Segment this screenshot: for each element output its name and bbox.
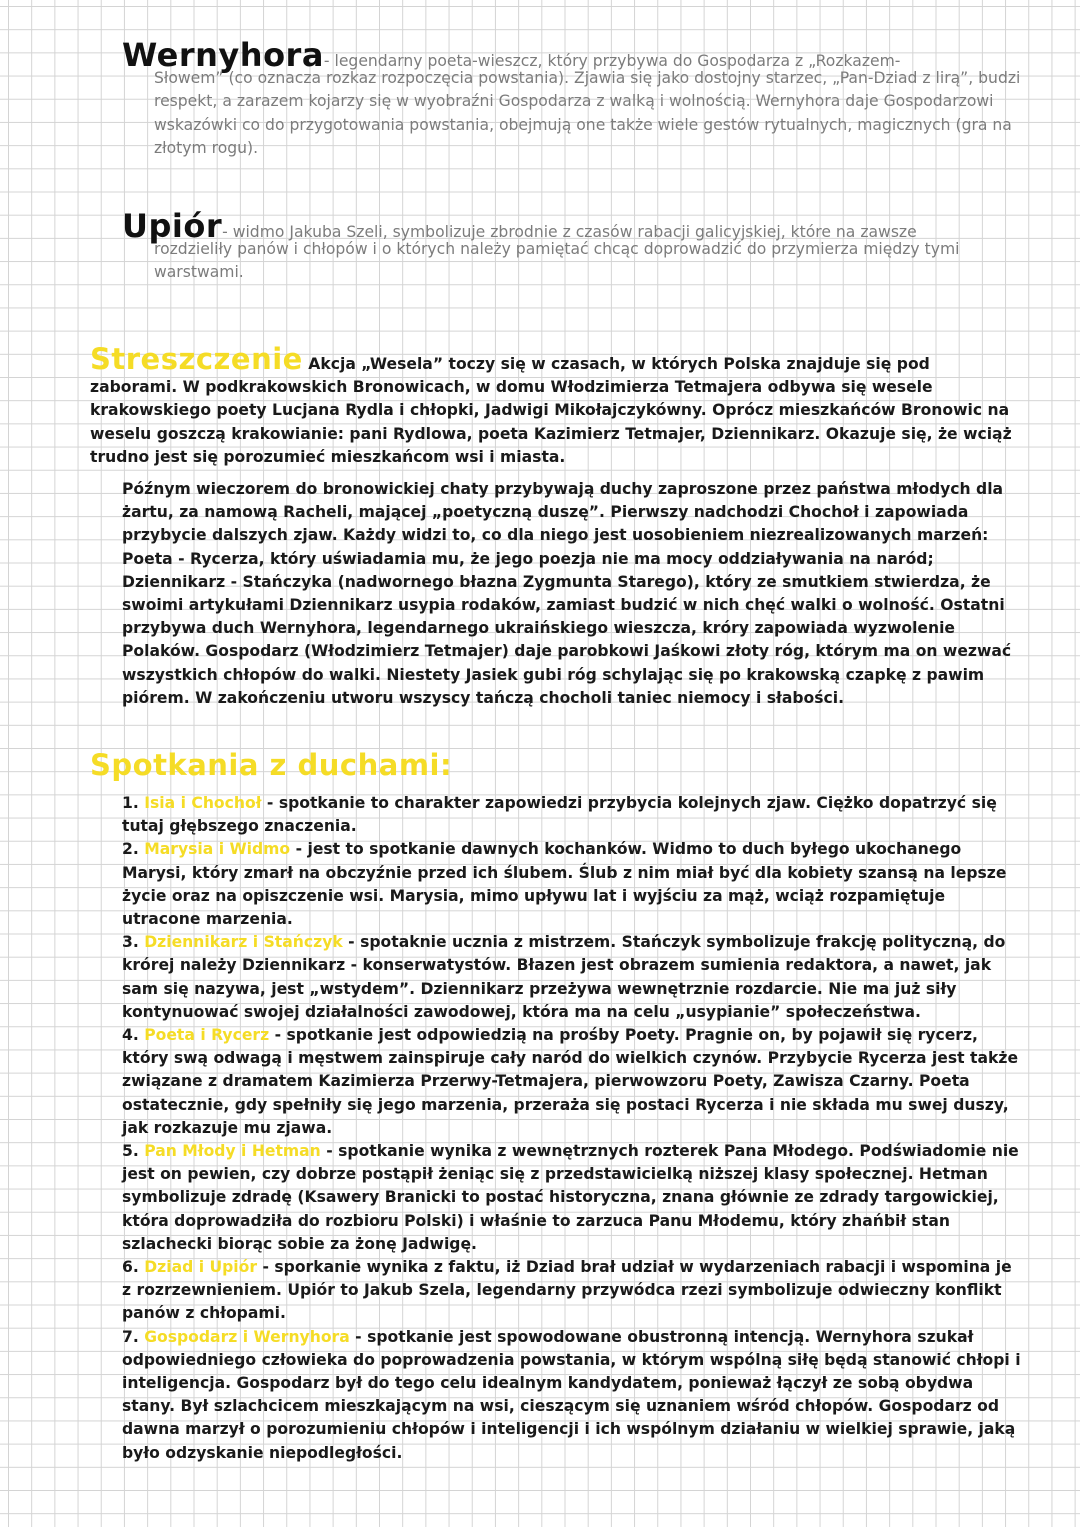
item-number: 5.: [122, 1142, 139, 1161]
item-text: - spotkanie to charakter zapowiedzi przybycia kolejnych zjaw. Ciężko dopatrzyć się tutaj głębszego znaczenia.: [122, 794, 997, 836]
item-text: - spotkanie jest odpowiedzią na prośby Poety. Pragnie on, by pojawił się rycerz, który swą odwagą i męstwem zainspiruje cały naród do wielkich czynów. Przybycie Rycerza jest także związane z dramatem Kazimierza Przerwy-Tetmajera, pierwowzoru Poety, Zawisza Czarny. Poeta ostatecznie, gdy spełniły się jego marzenia, przeraża się postaci Rycerza i nie składa mu swej duszy, jak rozkazuje mu zjawa.: [122, 1026, 1019, 1137]
streszczenie-section: [90, 342, 1020, 469]
item-name: Marysia i Widmo: [144, 840, 291, 859]
upior-section: [122, 207, 1027, 285]
streszczenie-paragraph-2: Późnym wieczorem do bronowickiej chaty przybywają duchy zaproszone przez państwa młodych dla żartu, za namową Racheli, mającej „poetyczną duszę”. Pierwszy nadchodzi Chochoł i zapowiada przybycie dalszych zjaw. Każdy widzi to, co dla niego jest uosobieniem niezrealizowanych marzeń: Poeta - Rycerza, który uświadamia mu, że jego poezja nie ma mocy oddziaływania na naród; Dziennikarz - Stańczyka (nadwornego błazna Zygmunta Starego), który ze smutkiem stwierdza, że swoimi artykułami Dziennikarz usypia rodaków, zamiast budzić w nich chęć walki o wolność. Ostatni przybywa duch Wernyhora, legendarnego ukraińskiego wieszcza, króry zapowiada wyzwolenie Polaków. Gospodarz (Włodzimierz Tetmajer) daje parobkowi Jaśkowi złoty róg, którym ma on wezwać wszystkich chłopów do walki. Niestety Jasiek gubi róg schylając się po krakowską czapkę z pawim piórem. W zakończeniu utworu wszyscy tańczą chocholi taniec niemocy i słabości.: [122, 480, 1012, 707]
wernyhora-body: Słowem” (co oznacza rozkaz rozpoczęcia powstania). Zjawia się jako dostojny starzec, „Pan-Dziad z lirą”, budzi respekt, a zarazem kojarzy się w wyobraźni Gospodarza z walką i wolnością. Wernyhora daje Gospodarzowi wskazówki co do przygotowania powstania, obejmują one także wiele gestów rytualnych, magicznych (gra na złotym rogu).: [154, 69, 1021, 157]
item-text: - spotaknie ucznia z mistrzem. Stańczyk symbolizuje frakcję polityczną, do krórej należy Dziennikarz - konserwatystów. Błazen jest obrazem sumienia redaktora, a nawet, jak sam się nazywa, jest „wstydem”. Dziennikarz przeżywa wewnętrznie rozdarcie. Nie ma już siły kontynuować swojej działalności zawodowej, która ma na celu „usypianie” społeczeństwa.: [122, 933, 1006, 1021]
item-name: Isia i Chochoł: [144, 794, 262, 812]
item-text: - jest to spotkanie dawnych kochanków. Widmo to duch byłego ukochanego Marysi, który zmarł na obczyźnie przed ich ślubem. Ślub z nim miał być dla kobiety szansą na lepsze życie oraz na opiszczenie wsi. Marysia, mimo upływu lat i wyjściu za mąż, wciąż rozpamiętuje utracone marzenia.: [122, 840, 1007, 929]
spotkania-heading: Spotkania z duchami:: [90, 748, 453, 782]
wernyhora-heading: Wernyhora: [122, 36, 324, 74]
spotkania-list: [122, 792, 1024, 1465]
list-item: [122, 1024, 1024, 1140]
list-item: [122, 931, 1024, 1024]
list-item: [122, 792, 1024, 838]
item-name: Poeta i Rycerz: [144, 1026, 270, 1045]
spotkania-section: [90, 748, 1025, 782]
streszczenie-p2-wrap: [122, 478, 1020, 710]
upior-heading: Upiór: [122, 207, 223, 245]
streszczenie-paragraph-1: Akcja „Wesela” toczy się w czasach, w których Polska znajduje się pod zaborami. W podkrakowskich Bronowicach, w domu Włodzimierza Tetmajera odbywa się wesele krakowskiego poety Lucjana Rydla i chłopki, Jadwigi Mikołajczykówny. Oprócz mieszkańców Bronowic na weselu goszczą krakowianie: pani Rydlowa, poeta Kazimierz Tetmajer, Dziennikarz. Okazuje się, że wciąż trudno jest się porozumieć mieszkańcom wsi i miasta.: [90, 355, 1012, 466]
wernyhora-section: [122, 36, 1027, 160]
item-name: Gospodarz i Wernyhora: [144, 1327, 350, 1346]
streszczenie-heading: Streszczenie: [90, 342, 303, 376]
item-text: - sporkanie wynika z faktu, iż Dziad brał udział w wydarzeniach rabacji i wspomina je z rozrzewnieniem. Upiór to Jakub Szela, legendarny przywódca rzezi symbolizuje odwieczny konflikt panów z chłopami.: [122, 1258, 1012, 1323]
item-text: - spotkanie jest spowodowane obustronną intencją. Wernyhora szukał odpowiedniego człowieka do poprowadzenia powstania, w którym wspólną siłę będą stanowić chłopi i inteligencja. Gospodarz był do tego celu idealnym kandydatem, ponieważ łączył ze sobą obydwa stany. Był szlachcicem mieszkającym na wsi, cieszącym się uznaniem wśród chłopów. Gospodarz od dawna marzył o porozumieniu chłopów i inteligencji i ich wspólnym działaniu w wielkiej sprawie, jaką było odzyskanie niepodległości.: [122, 1327, 1021, 1462]
item-number: 7.: [122, 1327, 139, 1346]
item-text: - spotkanie wynika z wewnętrznych rozterek Pana Młodego. Podświadomie nie jest on pewien, czy dobrze postąpił żeniąc się z przedstawicielką niższej klasy społecznej. Hetman symbolizuje zdradę (Ksawery Branicki to postać historyczna, znana głównie ze zdrady targowickiej, która doprowadziła do rozbioru Polski) i właśnie to zarzuca Panu Młodemu, który zhańbił stan szlachecki biorąc sobie za żonę Jadwigę.: [122, 1142, 1019, 1253]
list-item: [122, 1326, 1024, 1465]
item-name: Dziad i Upiór: [144, 1258, 258, 1277]
upior-lead: - widmo Jakuba Szeli, symbolizuje zbrodnie z czasów rabacji galicyjskiej, które na zawsze: [222, 223, 917, 241]
item-number: 4.: [122, 1026, 139, 1045]
upior-body: rozdzieliły panów i chłopów i o których należy pamiętać chcąc doprowadzić do przymierza między tymi warstwami.: [154, 240, 960, 282]
list-item: [122, 1256, 1024, 1326]
item-number: 2.: [122, 840, 139, 859]
item-name: Dziennikarz i Stańczyk: [144, 933, 343, 952]
item-name: Pan Młody i Hetman: [144, 1142, 321, 1161]
list-item: [122, 1140, 1024, 1256]
wernyhora-lead: - legendarny poeta-wieszcz, który przybywa do Gospodarza z „Rozkazem-: [323, 52, 901, 70]
item-number: 1.: [122, 794, 139, 812]
item-number: 6.: [122, 1258, 139, 1277]
list-item: [122, 838, 1024, 931]
item-number: 3.: [122, 933, 139, 952]
